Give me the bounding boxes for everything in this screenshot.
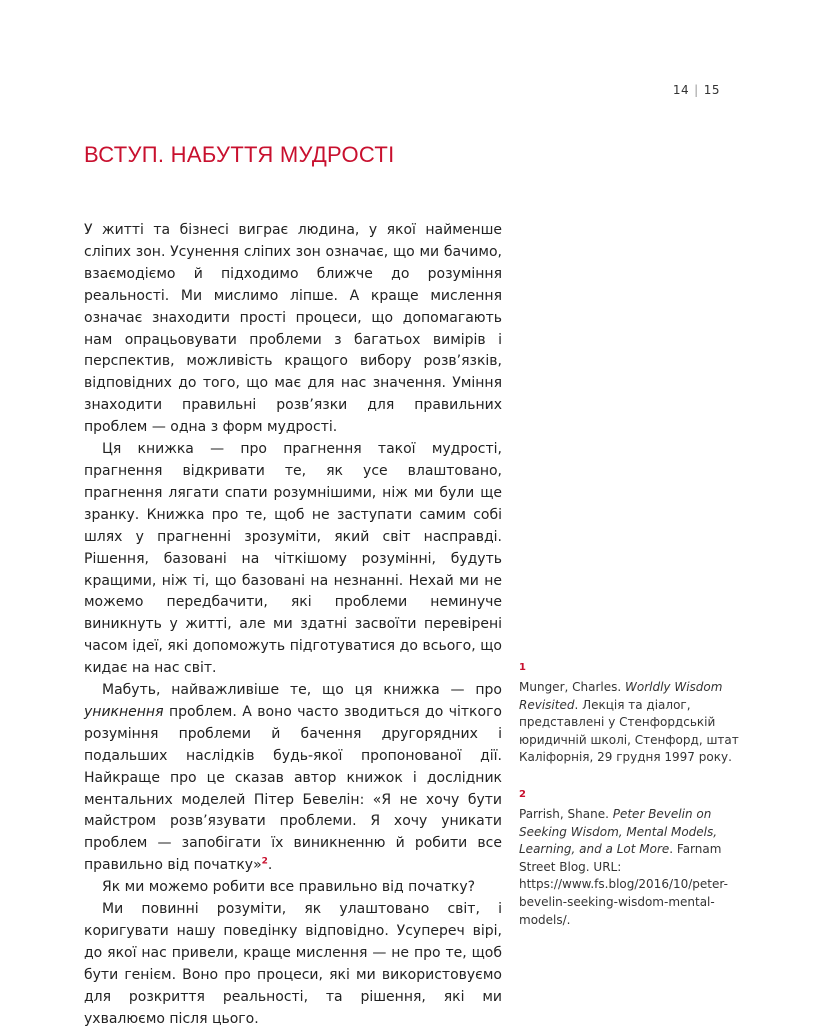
footnote-title: Worldly Wisdom Revisited bbox=[519, 680, 723, 712]
footnote-text bbox=[519, 806, 744, 929]
footnote-rest: . Лекція та діалог, представлені у Стенфордській юридичній школі, Стенфорд, штат Каліфорнія, 29 грудня 1997 року. bbox=[519, 697, 739, 765]
page-number-separator: | bbox=[694, 83, 699, 97]
footnote-number: 1 bbox=[519, 662, 526, 673]
footnote-1 bbox=[519, 662, 744, 767]
paragraph-1: У житті та бізнесі виграє людина, у якої найменше сліпих зон. Усунення сліпих зон означає, що ми бачимо, взаємодіємо й підходимо ближче до розуміння реальності. Ми мислимо ліпше. А краще мислення означає знаходити прості процеси, що допомагають нам опрацьовувати проблеми з багатьох вимірів і перспектив, можливість кращого вибору розв’язків, відповідних до того, що має для нас значення. Уміння знаходити правильні розв’язки для правильних проблем — одна з форм мудрості. bbox=[84, 222, 502, 436]
footnote-title: Peter Bevelin on Seeking Wisdom, Mental Models, Learning, and a Lot More bbox=[519, 807, 718, 857]
paragraph-2: Ця книжка — про прагнення такої мудрості, прагнення відкривати те, як усе влаштовано, прагнення лягати спати розумнішими, ніж ми були ще зранку. Книжка про те, щоб не заступати самим собі шлях у прагненні зрозуміти, який світ насправді. Рішення, базовані на чіткішому розумінні, будуть кращими, ніж ті, що базовані на незнанні. Нехай ми не можемо передбачити, які проблеми неминуче виникнуть у житті, але ми здатні засвоїти перевірені часом ідеї, які допоможуть підготуватися до всього, що кидає на нас світ. bbox=[84, 441, 502, 677]
footnote-2 bbox=[519, 789, 744, 929]
paragraph-3 bbox=[84, 680, 502, 877]
footnote-text bbox=[519, 679, 744, 767]
footnote-reference-2[interactable]: 2 bbox=[261, 856, 268, 867]
footnote-author: Munger, Charles. bbox=[519, 680, 625, 694]
page-numbers bbox=[660, 83, 720, 97]
footnote-number: 2 bbox=[519, 789, 526, 800]
paragraph-3-rest: проблем. А воно часто зводиться до чіткого розуміння проблеми й бачення другорядних і подальших наслідків будь-якої пропонованої дії. Найкраще про це сказав автор книжок і дослідник ментальних моделей Пітер Бевелін: «Я не хочу бути майстром розв’язувати проблеми. Я хочу уникати проблем — запобігати їх виникненню й робити все правильно від початку» bbox=[84, 703, 502, 874]
paragraph-3-end: . bbox=[267, 857, 273, 874]
footnote-rest: . Farnam Street Blog. URL: https://www.fs.blog/2016/10/peter-bevelin-seeking-wisdom-mental-models/. bbox=[519, 842, 728, 927]
page-number-right: 15 bbox=[703, 83, 720, 97]
paragraph-5: Ми повинні розуміти, як улаштовано світ, і коригувати нашу поведінку відповідно. Усупереч вірі, до якої нас привели, краще мислення — не про те, щоб бути генієм. Воно про процеси, які ми використовуємо для розкриття реальності, та рішення, які ми ухвалюємо після цього. bbox=[84, 901, 502, 1027]
page-number-left: 14 bbox=[672, 83, 690, 97]
paragraph-4: Як ми можемо робити все правильно від початку? bbox=[102, 879, 476, 896]
footnote-author: Parrish, Shane. bbox=[519, 807, 613, 821]
chapter-title: ВСТУП. НАБУТТЯ МУДРОСТІ bbox=[84, 142, 395, 167]
emphasis-avoidance: уникнення bbox=[84, 703, 164, 720]
paragraph-3-start: Мабуть, найважливіше те, що ця книжка — про bbox=[102, 682, 502, 699]
main-text bbox=[84, 220, 502, 1031]
